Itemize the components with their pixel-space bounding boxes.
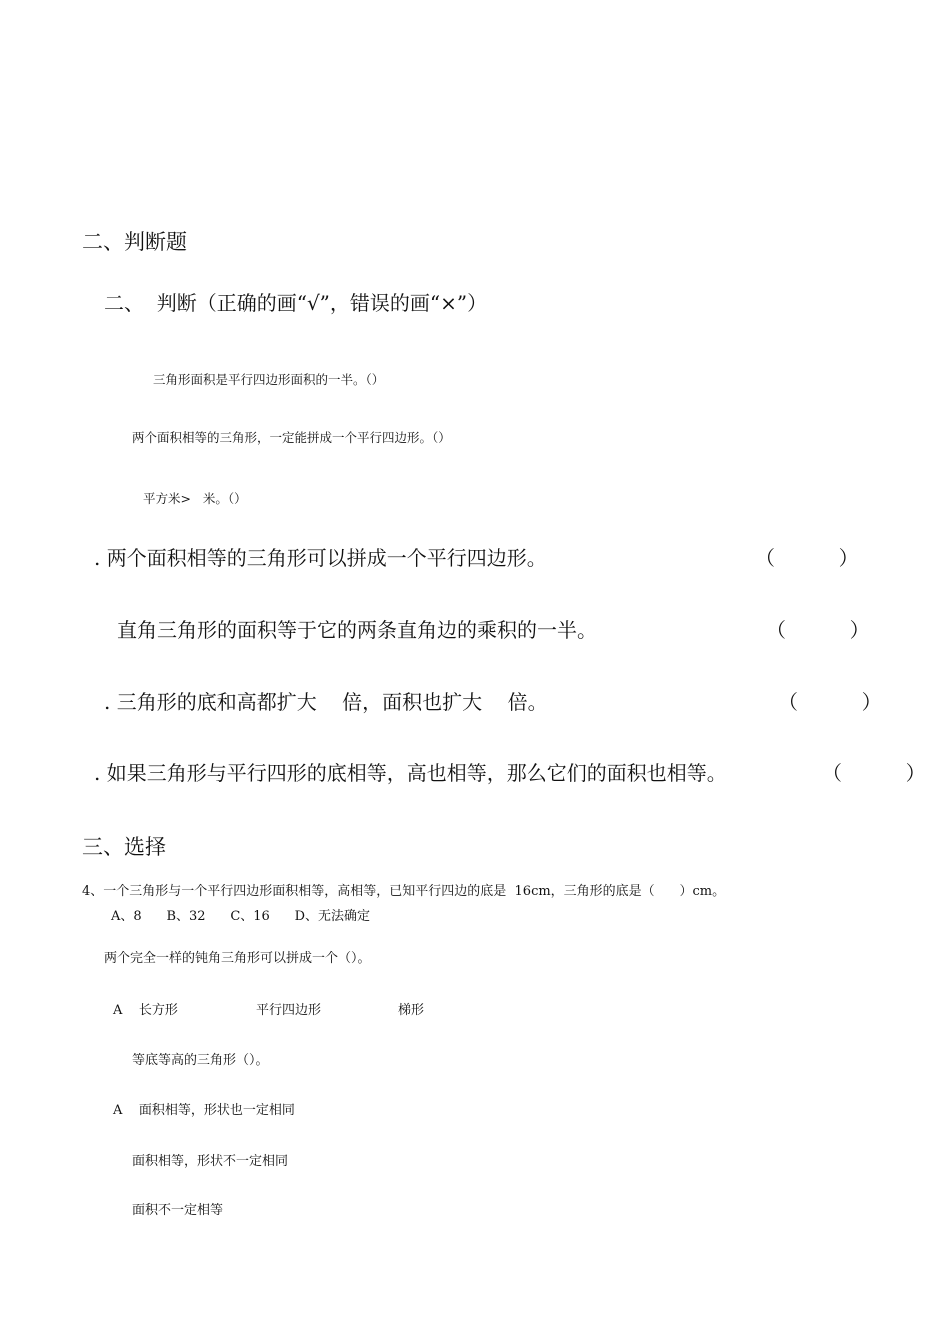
question-4-options: A、8 B、32 C、16 D、无法确定 [111, 909, 371, 924]
question-5: 两个完全一样的钝角三角形可以拼成一个（）。 [104, 951, 371, 966]
judgement-item-small-2: 两个面积相等的三角形，一定能拼成一个平行四边形。（） [132, 430, 451, 445]
judgement-item-large-2: 直角三角形的面积等于它的两条直角边的乘积的一半。 [117, 618, 597, 642]
judgement-bracket-4: （ ） [822, 761, 926, 785]
question-6: 等底等高的三角形（）。 [132, 1053, 269, 1068]
question-5-option-b: 平行四边形 [256, 1003, 322, 1018]
judgement-item-large-1: . 两个面积相等的三角形可以拼成一个平行四边形。 [94, 546, 547, 570]
judgement-bracket-3: （ ） [778, 690, 882, 714]
section-two-instructions: 二、 判断（正确的画“√”，错误的画“×”） [104, 291, 488, 315]
judgement-item-large-4: . 如果三角形与平行四形的底相等，高也相等，那么它们的面积也相等。 [94, 761, 727, 785]
question-5-option-c: 梯形 [398, 1003, 425, 1018]
section-three-heading: 三、选择 [82, 835, 166, 859]
question-4: 4、一个三角形与一个平行四边形面积相等，高相等，已知平行四边的底是 16cm，三角形的底是（ ）cm。 [82, 884, 726, 899]
judgement-item-small-3: 平方米> 米。（） [143, 491, 247, 506]
judgement-item-large-3: . 三角形的底和高都扩大 倍，面积也扩大 倍。 [104, 690, 548, 714]
question-6-option-a: A 面积相等，形状也一定相同 [113, 1103, 295, 1118]
judgement-item-small-1: 三角形面积是平行四边形面积的一半。（） [153, 372, 385, 387]
question-6-option-c: 面积不一定相等 [132, 1203, 224, 1218]
question-5-option-a: A 长方形 [113, 1003, 178, 1018]
judgement-bracket-2: （ ） [766, 618, 870, 642]
judgement-bracket-1: （ ） [755, 546, 859, 570]
question-6-option-b: 面积相等，形状不一定相同 [132, 1154, 289, 1169]
section-two-heading: 二、判断题 [82, 230, 187, 254]
